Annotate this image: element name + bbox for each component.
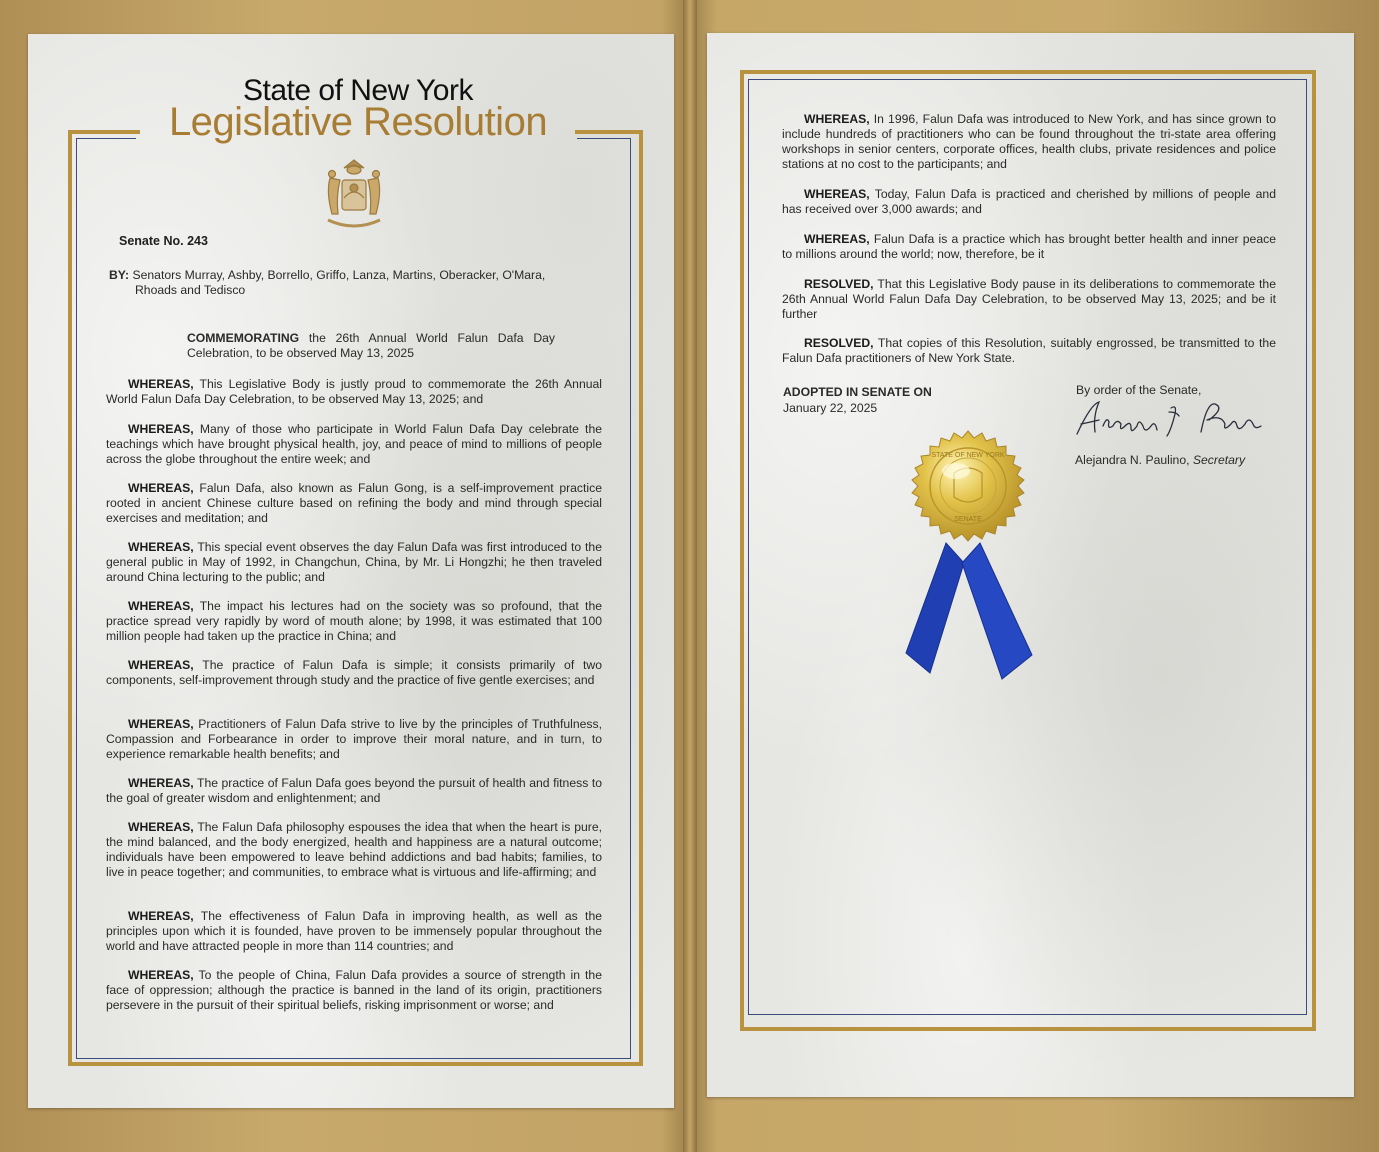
commemorating-text: the 26th Annual World Falun Dafa Day Celebration, to be observed May 13, 2025 xyxy=(187,331,555,360)
clause-text: Today, Falun Dafa is practiced and cherished by millions of people and has received over 3,000 awards; and xyxy=(782,187,1276,216)
clause xyxy=(106,717,602,762)
adopted-label: ADOPTED IN SENATE ON xyxy=(783,385,932,399)
commemorating-clause xyxy=(187,331,555,361)
frame-inner-top-left xyxy=(76,138,136,139)
secretary-signature xyxy=(1073,396,1273,446)
clause-label: WHEREAS, xyxy=(128,599,194,613)
clause-label: WHEREAS, xyxy=(128,909,194,923)
clause xyxy=(106,776,602,806)
clause xyxy=(106,968,602,1013)
clause-text: To the people of China, Falun Dafa provides a source of strength in the face of oppression; although the practice is banned in the land of its origin, practitioners persevere in the pursuit of their spiritual beliefs, risking imprisonment or worse; and xyxy=(106,968,602,1012)
frame-top-right xyxy=(575,130,642,134)
clause-text: Practitioners of Falun Dafa strive to live by the principles of Truthfulness, Compassion and Forbearance in order to improve their moral nature, and in turn, to experience remarkable health benefits; and xyxy=(106,717,602,761)
secretary-title: Secretary xyxy=(1192,453,1246,467)
right-page xyxy=(707,33,1354,1097)
ny-state-coat-of-arms-icon xyxy=(314,154,394,236)
sponsors xyxy=(109,268,579,298)
frame-inner-top-right xyxy=(577,138,630,139)
frame-top-left xyxy=(68,130,140,134)
gold-foil-seal-icon xyxy=(890,423,1046,683)
clause-text: The practice of Falun Dafa is simple; it consists primarily of two components, self-improvement through study and the practice of five gentle exercises; and xyxy=(106,658,602,687)
clause-label: RESOLVED, xyxy=(804,336,874,350)
clause-label: WHEREAS, xyxy=(128,540,194,554)
clause xyxy=(106,599,602,644)
adopted-date: January 22, 2025 xyxy=(783,401,878,415)
clause-label: WHEREAS, xyxy=(128,968,194,982)
clause xyxy=(782,232,1276,262)
clause xyxy=(106,820,602,880)
secretary-line xyxy=(1075,453,1245,467)
clause xyxy=(106,481,602,526)
clause xyxy=(782,112,1276,172)
adoption-block xyxy=(783,384,932,416)
clause-text: That copies of this Resolution, suitably engrossed, be transmitted to the Falun Dafa practitioners of New York State. xyxy=(782,336,1276,365)
clause-label: WHEREAS, xyxy=(804,187,870,201)
clause-label: WHEREAS, xyxy=(128,377,194,391)
clause xyxy=(782,336,1276,366)
clause-text: Falun Dafa is a practice which has brought better health and inner peace to millions around the world; now, therefore, be it xyxy=(782,232,1276,261)
clause-text: The effectiveness of Falun Dafa in improving health, as well as the principles upon which it is founded, have proven to be immensely popular throughout the world and have attracted people in more than 114 countries; and xyxy=(106,909,602,953)
left-page xyxy=(28,34,674,1108)
commemorating-label: COMMEMORATING xyxy=(187,331,300,345)
by-label: BY: xyxy=(109,268,130,282)
clause xyxy=(106,540,602,585)
senate-number: Senate No. 243 xyxy=(119,234,208,248)
secretary-name: Alejandra N. Paulino, xyxy=(1075,453,1190,467)
clause-text: In 1996, Falun Dafa was introduced to New York, and has since grown to include hundreds of practitioners who can be found throughout the tri-state area offering workshops in senior centers, corporate offices, health clubs, private residences and police stations at no cost to the participants; and xyxy=(782,112,1276,171)
header-state: State of New York xyxy=(243,74,473,107)
folder-spine xyxy=(683,0,697,1152)
clause-label: RESOLVED, xyxy=(804,277,874,291)
clause xyxy=(106,377,602,407)
clause xyxy=(106,909,602,954)
clause xyxy=(782,277,1276,322)
clause-text: The impact his lectures had on the society was so profound, that the practice spread very rapidly by word of mouth alone; by 1998, it was estimated that 100 million people had taken up the practice in China; and xyxy=(106,599,602,643)
sponsors-line2: Rhoads and Tedisco xyxy=(135,283,246,297)
clause-label: WHEREAS, xyxy=(804,112,870,126)
clause-text: Falun Dafa, also known as Falun Gong, is a self-improvement practice rooted in ancient Chinese culture based on refining the body and mind through special exercises and meditation; and xyxy=(106,481,602,525)
clause-text: That this Legislative Body pause in its deliberations to commemorate the 26th Annual World Falun Dafa Day Celebration, to be observed May 13, 2025; and be it further xyxy=(782,277,1276,321)
clause-label: WHEREAS, xyxy=(128,717,194,731)
by-order-text: By order of the Senate, xyxy=(1076,383,1202,397)
clause-label: WHEREAS, xyxy=(804,232,870,246)
clause xyxy=(782,187,1276,217)
clause-label: WHEREAS, xyxy=(128,776,194,790)
seal-text-top: STATE OF NEW YORK xyxy=(931,452,1005,459)
clause-text: The practice of Falun Dafa goes beyond the pursuit of health and fitness to the goal of greater wisdom and enlightenment; and xyxy=(106,776,602,805)
clause xyxy=(106,422,602,467)
header-title: Legislative Resolution xyxy=(168,100,548,144)
clause-label: WHEREAS, xyxy=(128,422,194,436)
clause-text: The Falun Dafa philosophy espouses the idea that when the heart is pure, the mind balanced, and the body energized, health and happiness are a natural outcome; individuals have been empowered to leave behind addictions and bad habits; families, to live in peace together; and communities, to embrace what is virtuous and life-affirming; and xyxy=(106,820,602,879)
clause-label: WHEREAS, xyxy=(128,820,194,834)
clause xyxy=(106,658,602,688)
clause-text: Many of those who participate in World Falun Dafa Day celebrate the teachings which have brought physical health, joy, and peace of mind to millions of people across the globe throughout the entire week; and xyxy=(106,422,602,466)
blue-ribbon-icon xyxy=(906,543,1032,679)
clause-text: This special event observes the day Falun Dafa was first introduced to the general public in May of 1992, in Changchun, China, by Mr. Li Hongzhi; he then traveled around China lecturing to the public; and xyxy=(106,540,602,584)
clause-label: WHEREAS, xyxy=(128,658,194,672)
seal-text-bottom: SENATE xyxy=(954,516,982,523)
clause-label: WHEREAS, xyxy=(128,481,194,495)
clause-text: This Legislative Body is justly proud to commemorate the 26th Annual World Falun Dafa Day Celebration, to be observed May 13, 2025; and xyxy=(106,377,602,406)
sponsors-line1: Senators Murray, Ashby, Borrello, Griffo, Lanza, Martins, Oberacker, O'Mara, xyxy=(132,268,546,282)
